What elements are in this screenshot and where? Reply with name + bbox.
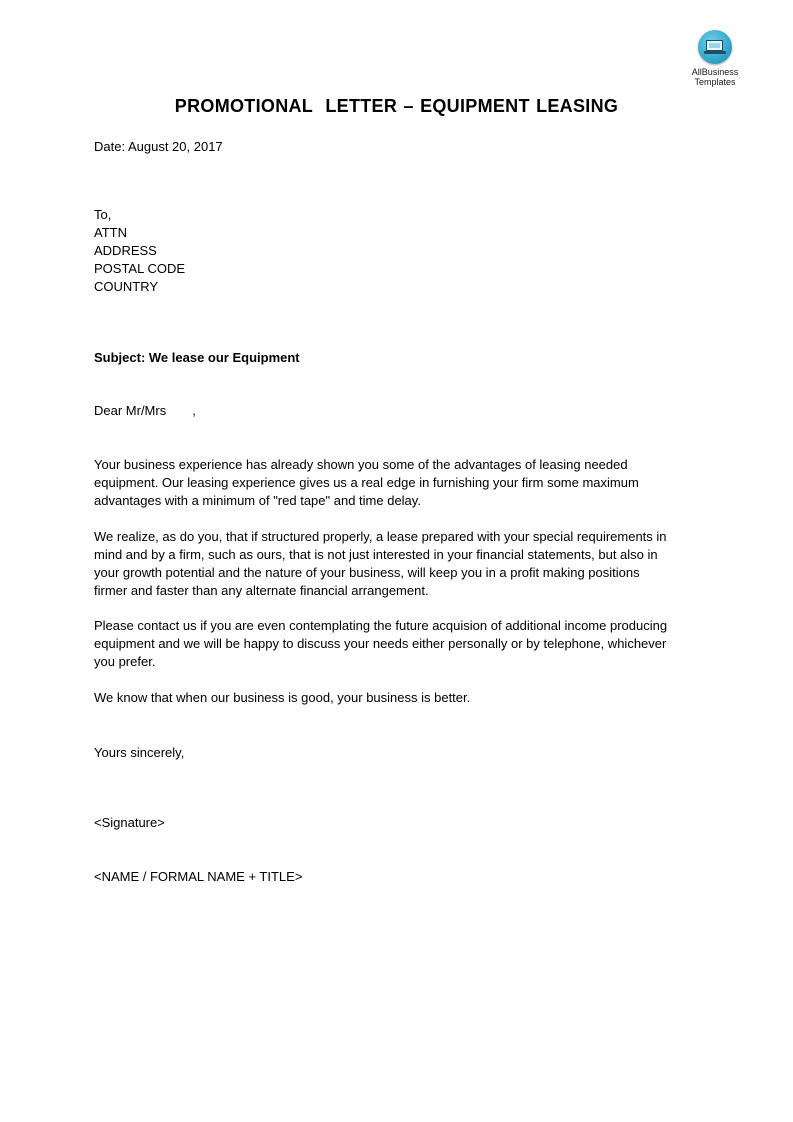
paragraph-line: Please contact us if you are even contemplating the future acquision of additional income producing — [94, 618, 668, 633]
paragraph-3 — [94, 617, 694, 671]
recipient-block — [94, 206, 185, 296]
logo-line-1: AllBusiness — [691, 67, 739, 77]
recipient-to: To, — [94, 207, 112, 222]
paragraph-line: We realize, as do you, that if structured properly, a lease prepared with your special requirements in — [94, 529, 667, 544]
paragraph-line: equipment and we will be happy to discuss your needs either personally or by telephone, whichever — [94, 636, 667, 651]
paragraph-line: you prefer. — [94, 654, 156, 669]
letter-date: Date: August 20, 2017 — [94, 139, 223, 154]
paragraph-line: equipment. Our leasing experience gives us a real edge in furnishing your firm some maximum — [94, 475, 639, 490]
paragraph-line: Your business experience has already shown you some of the advantages of leasing needed — [94, 457, 628, 472]
paragraph-line: mind and by a firm, such as ours, that is not just interested in your financial statements, but also in — [94, 547, 658, 562]
paragraph-2 — [94, 528, 694, 600]
name-title-placeholder: <NAME / FORMAL NAME + TITLE> — [94, 869, 303, 884]
recipient-postal-code: POSTAL CODE — [94, 261, 186, 276]
allbusiness-templates-logo — [680, 30, 750, 87]
document-title: PROMOTIONAL LETTER – EQUIPMENT LEASING — [174, 96, 619, 116]
paragraph-line: We know that when our business is good, your business is better. — [94, 690, 471, 705]
salutation-prefix: Dear Mr/Mrs — [94, 403, 167, 418]
logo-text — [680, 67, 750, 87]
letter-subject: Subject: We lease our Equipment — [94, 350, 300, 365]
paragraph-line: your growth potential and the nature of your business, will keep you in a profit making positions — [94, 565, 640, 580]
recipient-country: COUNTRY — [94, 279, 159, 294]
salutation-suffix: , — [192, 403, 196, 418]
recipient-attn: ATTN — [94, 225, 127, 240]
paragraph-4 — [94, 689, 694, 707]
salutation — [94, 402, 196, 420]
laptop-icon — [698, 30, 732, 64]
signature-placeholder: <Signature> — [94, 815, 165, 830]
closing: Yours sincerely, — [94, 745, 185, 760]
logo-line-2: Templates — [694, 77, 736, 87]
paragraph-line: advantages with a minimum of "red tape" and time delay. — [94, 493, 421, 508]
paragraph-line: firmer and faster than any alternate financial arrangement. — [94, 583, 429, 598]
paragraph-1 — [94, 456, 694, 510]
recipient-address: ADDRESS — [94, 243, 157, 258]
